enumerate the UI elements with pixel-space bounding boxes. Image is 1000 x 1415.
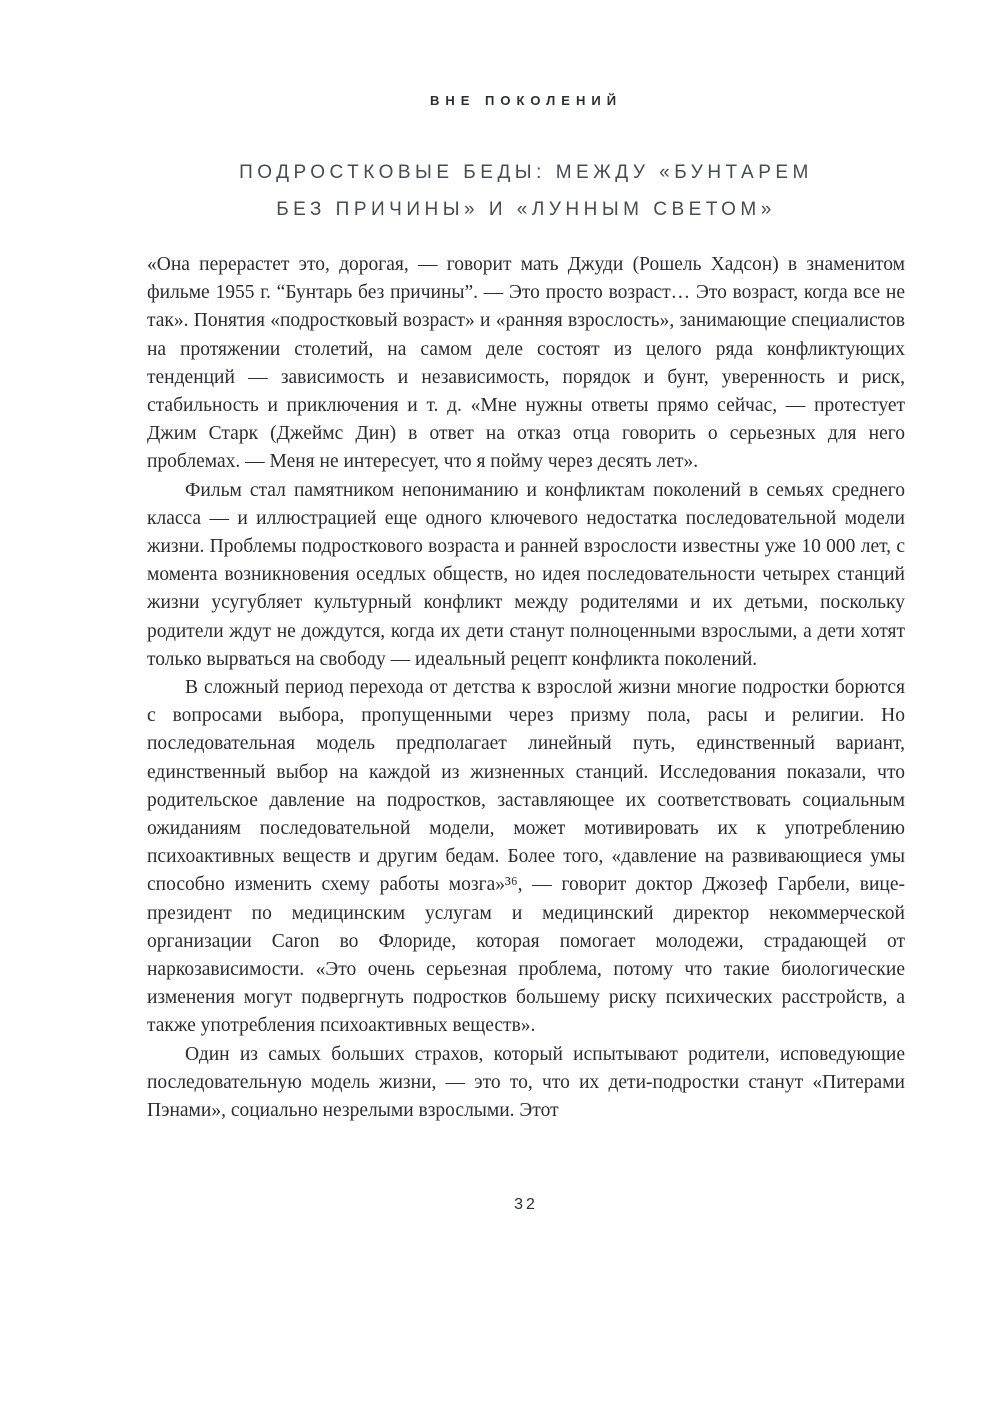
chapter-heading	[147, 154, 905, 228]
running-header: ВНЕ ПОКОЛЕНИЙ	[429, 93, 623, 108]
paragraph-4: Один из самых больших страхов, который испытывают родители, исповедующие последовательную модель жизни, — это то, что их дети-подростки станут «Питерами Пэнами», социально незрелыми взрослыми. Этот	[147, 1043, 905, 1122]
paragraph-2: Фильм стал памятником непониманию и конфликтам поколений в семьях среднего класса — и иллюстрацией еще одного ключевого недостатка последовательной модели жизни. Проблемы подросткового возраста и ранней взрослости известны уже 10 000 лет, с момента возникновения оседлых обществ, но идея последовательности четырех станций жизни усугубляет культурный конфликт между родителями и их детьми, поскольку родители ждут не дождутся, когда их дети станут полноценными взрослыми, а дети хотят только вырваться на свободу — идеальный рецепт конфликта поколений.	[147, 479, 905, 670]
page-number: 32	[514, 1196, 538, 1213]
paragraph-3: В сложный период перехода от детства к взрослой жизни многие подростки борются с вопросами выбора, пропущенными через призму пола, расы и религии. Но последовательная модель предполагает линейный путь, единственный вариант, единственный выбор на каждой из жизненных станций. Исследования показали, что родительское давление на подростков, заставляющее их соответствовать социальным ожиданиям последовательной модели, может мотивировать их к употреблению психоактивных веществ и другим бедам. Более того, «давление на развивающиеся умы способно изменить схему работы мозга»³⁶, — говорит доктор Джозеф Гарбели, вице-президент по медицинским услугам и медицинский директор некоммерческой организации Caron во Флориде, которая помогает молодежи, страдающей от наркозависимости. «Это очень серьезная проблема, потому что такие биологические изменения могут подвергнуть подростков большему риску психических расстройств, а также употребления психоактивных веществ».	[147, 677, 905, 1037]
chapter-heading-line2: БЕЗ ПРИЧИНЫ» И «ЛУННЫМ СВЕТОМ»	[276, 199, 776, 220]
body-text	[147, 251, 905, 1125]
content-column	[147, 0, 905, 1125]
chapter-heading-line1: ПОДРОСТКОВЫЕ БЕДЫ: МЕЖДУ «БУНТАРЕМ	[239, 162, 813, 183]
paragraph-1: «Она перерастет это, дорогая, — говорит мать Джуди (Рошель Хадсон) в знаменитом фильме 1955 г. “Бунтарь без причины”. — Это просто возраст… Это возраст, когда все не так». Понятия «подростковый возраст» и «ранняя взрослость», занимающие специалистов на протяжении столетий, на самом деле состоят из целого ряда конфликтующих тенденций — зависимость и независимость, порядок и бунт, уверенность и риск, стабильность и приключения и т. д. «Мне нужны ответы прямо сейчас, — протестует Джим Старк (Джеймс Дин) в ответ на отказ отца говорить о серьезных для него проблемах. — Меня не интересует, что я пойму через десять лет».	[147, 254, 905, 473]
